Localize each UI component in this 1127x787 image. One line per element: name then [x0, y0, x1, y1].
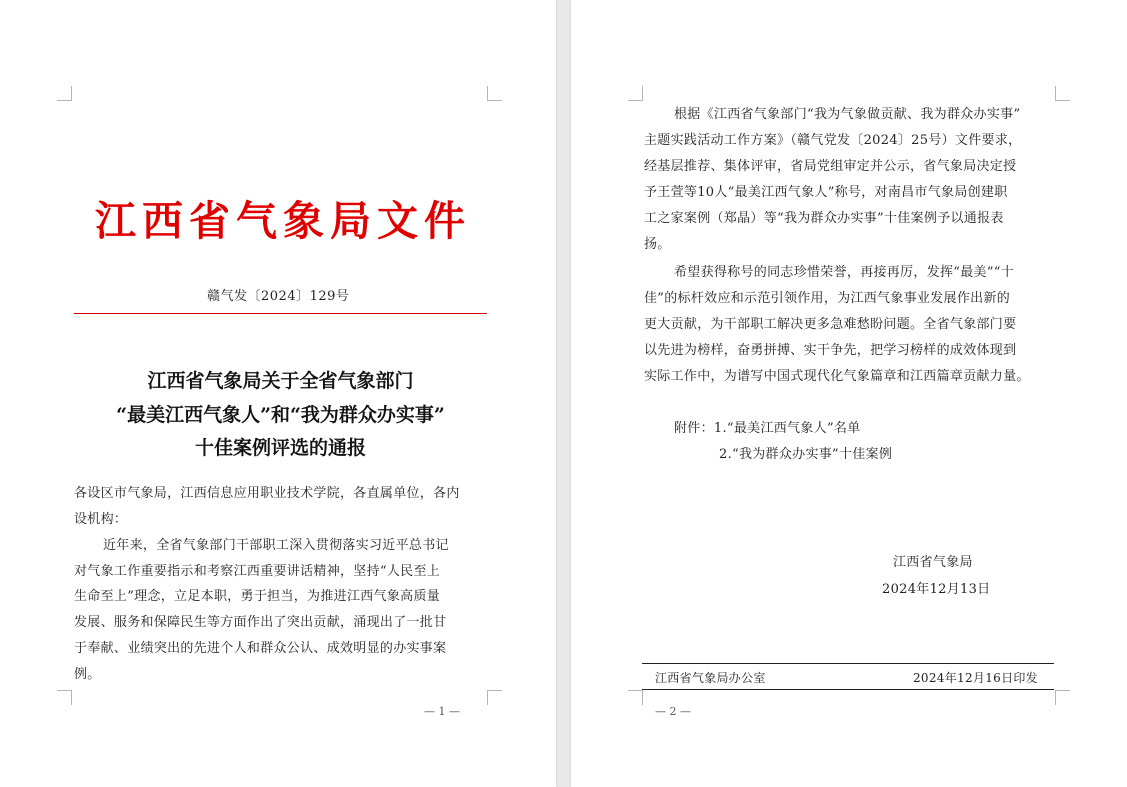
footer-bottom-rule [642, 689, 1054, 690]
body-line: 工之家案例（郑晶）等“我为群众办实事”十佳案例予以通报表 [644, 211, 1004, 226]
footer-top-rule [642, 663, 1054, 664]
document-number: 赣气发〔2024〕129号 [207, 289, 350, 304]
attachment-item: 附件：1.“最美江西气象人”名单 [674, 421, 861, 436]
signature-date: 2024年12月13日 [882, 582, 991, 597]
body-line: 例。 [74, 667, 101, 682]
margin-corner-mark [628, 86, 643, 101]
attachment-item: 2.“我为群众办实事”十佳案例 [719, 447, 893, 462]
body-line: 实际工作中，为谱写中国式现代化气象篇章和江西篇章贡献力量。 [644, 369, 1030, 384]
signature-organization: 江西省气象局 [893, 555, 973, 570]
body-line: 希望获得称号的同志珍惜荣誉，再接再厉，发挥“最美”“十 [674, 265, 1015, 280]
margin-corner-mark [487, 86, 502, 101]
document-page-2 [571, 0, 1127, 787]
body-line: 根据《江西省气象部门“我为气象做贡献、我为群众办实事” [674, 107, 1021, 122]
body-line: 于奉献、业绩突出的先进个人和群众公认、成效明显的办实事案 [74, 641, 447, 656]
addressee-line: 设机构： [74, 512, 128, 527]
addressee-line: 各设区市气象局，江西信息应用职业技术学院，各直属单位，各内 [74, 486, 460, 501]
margin-corner-mark [628, 690, 643, 705]
margin-corner-mark [487, 690, 502, 705]
red-header-title: 江西省气象局文件 [95, 197, 471, 245]
heading-line-3: 十佳案例评选的通报 [194, 437, 366, 459]
footer-print-date: 2024年12月16日印发 [913, 671, 1038, 685]
page-number: — 2 — [655, 705, 691, 718]
document-page-1 [0, 0, 556, 787]
body-line: 主题实践活动工作方案》（赣气党发〔2024〕25号）文件要求， [644, 133, 1022, 148]
heading-line-1: 江西省气象局关于全省气象部门 [147, 370, 414, 392]
body-line: 以先进为榜样，奋勇拼搏、实干争先，把学习榜样的成效体现到 [644, 343, 1017, 358]
body-line: 予王萱等10人“最美江西气象人”称号，对南昌市气象局创建职 [644, 185, 1008, 200]
body-line: 对气象工作重要指示和考察江西重要讲话精神，坚持“人民至上 [74, 564, 441, 579]
body-line: 更大贡献，为干部职工解决更多急难愁盼问题。全省气象部门要 [644, 317, 1017, 332]
body-line: 经基层推荐、集体评审，省局党组审定并公示，省气象局决定授 [644, 159, 1017, 174]
body-line: 近年来，全省气象部门干部职工深入贯彻落实习近平总书记 [103, 538, 449, 553]
margin-corner-mark [1055, 86, 1070, 101]
red-separator-line [74, 313, 487, 314]
footer-issuing-office: 江西省气象局办公室 [655, 671, 766, 685]
page-number: — 1 — [424, 705, 460, 718]
body-line: 佳”的标杆效应和示范引领作用，为江西气象事业发展作出新的 [644, 291, 1011, 306]
body-line: 发展、服务和保障民生等方面作出了突出贡献，涌现出了一批甘 [74, 615, 447, 630]
body-line: 扬。 [644, 237, 671, 252]
margin-corner-mark [57, 690, 72, 705]
margin-corner-mark [57, 86, 72, 101]
margin-corner-mark [1055, 690, 1070, 705]
body-line: 生命至上”理念，立足本职，勇于担当，为推进江西气象高质量 [74, 589, 441, 604]
heading-line-2: “最美江西气象人”和“我为群众办实事” [116, 404, 445, 426]
